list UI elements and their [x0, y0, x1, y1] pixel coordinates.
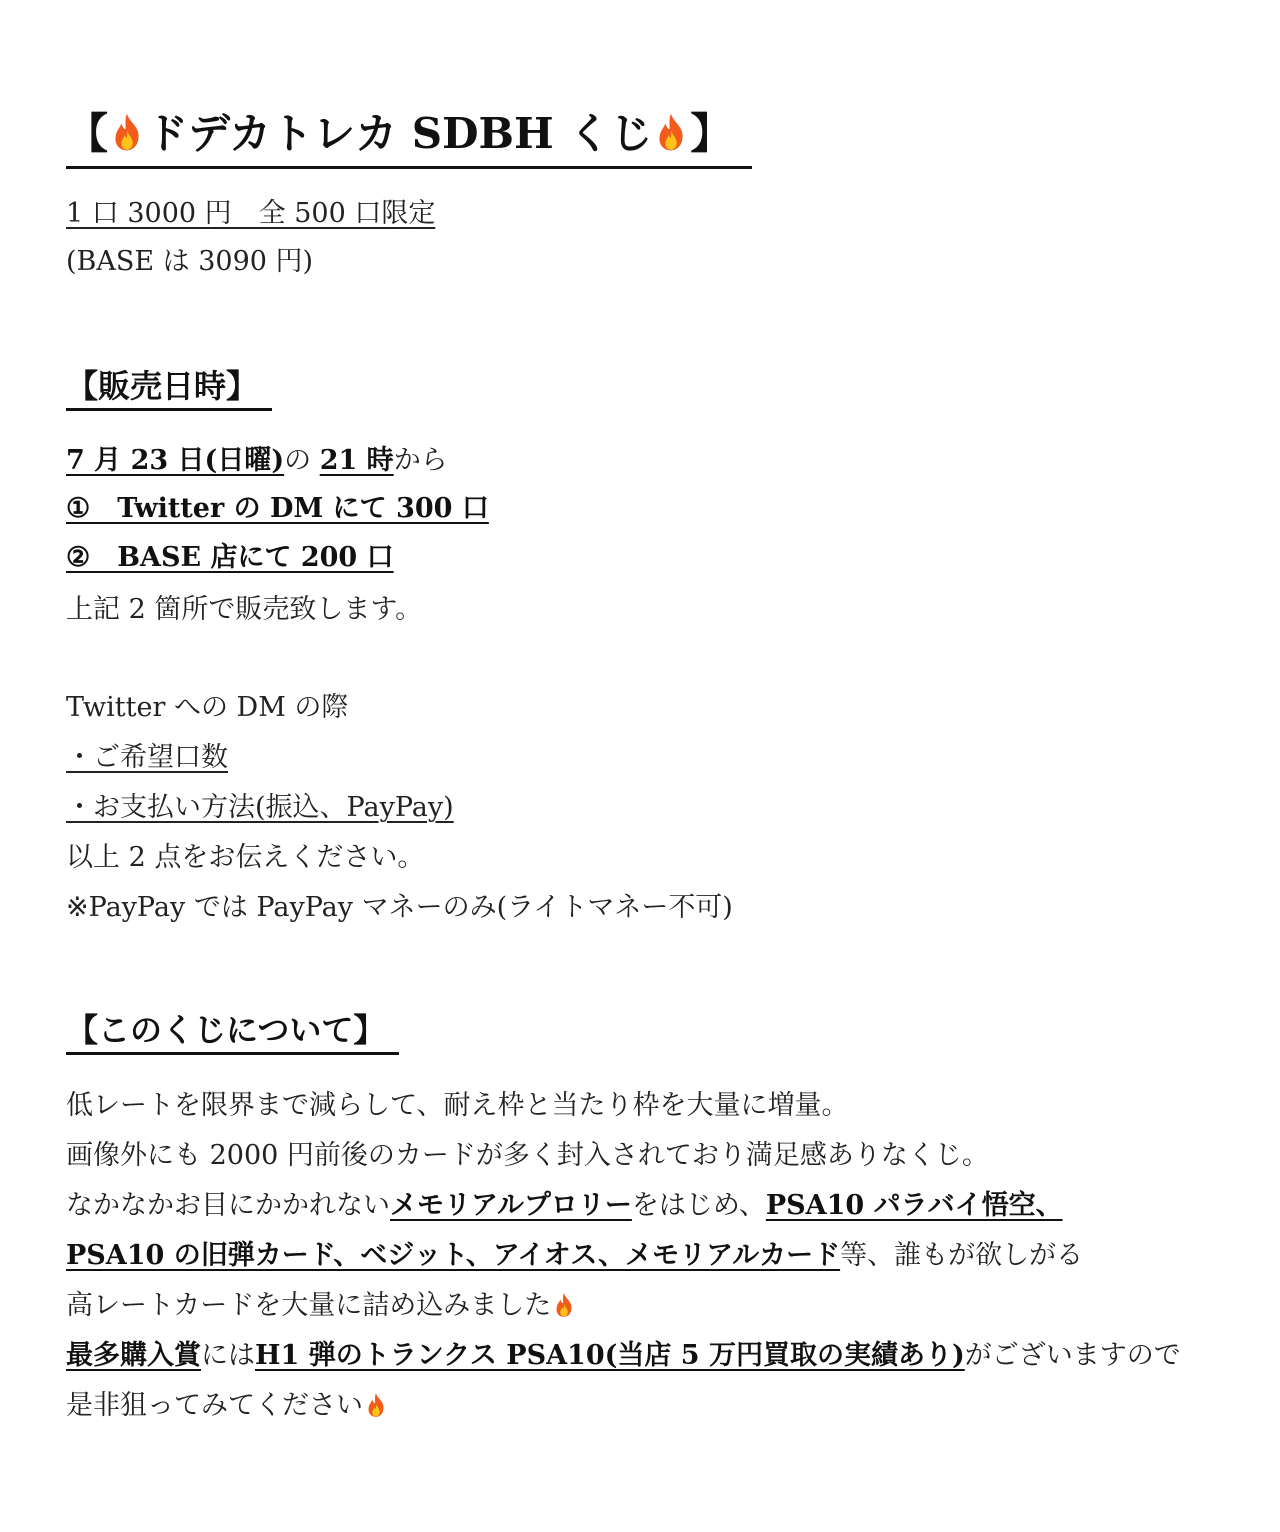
page-title — [66, 106, 752, 169]
about-heading: 【このくじについて】 — [66, 1008, 399, 1055]
top-buyer-prize: 最多購入賞 — [66, 1340, 201, 1371]
about-line-5 — [66, 1288, 577, 1328]
title-text: ドデカトレカ SDBH くじ — [146, 109, 653, 158]
about-line-6 — [66, 1338, 1181, 1374]
paypay-note: ※PayPay では PayPay マネーのみ(ライトマネー不可) — [66, 892, 733, 923]
price-line: 1 口 3000 円 全 500 口限定 — [66, 198, 436, 229]
sale-time: 21 時 — [319, 445, 394, 476]
title-bracket-close: 】 — [690, 109, 733, 158]
sale-note: 上記 2 箇所で販売致します。 — [66, 594, 423, 625]
about-line-7 — [66, 1388, 389, 1428]
about-line-4-b: 等、誰もが欲しがる — [840, 1240, 1084, 1271]
sale-particle: の — [284, 445, 312, 476]
fire-emoji-icon — [365, 1392, 387, 1428]
sale-date: 7 月 23 日(日曜) — [66, 445, 285, 476]
about-line-1: 低レートを限界まで減らして、耐え枠と当たり枠を大量に増量。 — [66, 1090, 849, 1121]
about-line-5-text: 高レートカードを大量に詰め込みました — [66, 1290, 552, 1321]
psa10-goku-highlight: PSA10 パラバイ悟空、 — [765, 1190, 1063, 1221]
dm-intro: Twitter への DM の際 — [66, 692, 349, 723]
about-line-3-c: をはじめ、 — [631, 1190, 766, 1221]
fire-emoji-icon — [553, 1292, 575, 1328]
sale-from: から — [393, 445, 448, 476]
dm-item-quantity: ・ご希望口数 — [66, 742, 228, 773]
fire-emoji-icon — [654, 110, 688, 166]
channel-twitter: ① Twitter の DM にて 300 口 — [66, 493, 489, 524]
about-line-2: 画像外にも 2000 円前後のカードが多く封入されており満足感ありなくじ。 — [66, 1140, 989, 1171]
about-line-6-b: には — [201, 1340, 255, 1371]
dm-item-payment: ・お支払い方法(振込、PayPay) — [66, 792, 454, 823]
channel-base: ② BASE 店にて 200 口 — [66, 542, 394, 573]
sale-datetime-line — [66, 443, 448, 479]
about-line-7-text: 是非狙ってみてください — [66, 1390, 363, 1421]
about-line-4 — [66, 1238, 1083, 1274]
trunks-psa10-highlight: H1 弾のトランクス PSA10(当店 5 万円買取の実績あり) — [255, 1340, 965, 1371]
sale-datetime-heading: 【販売日時】 — [66, 364, 272, 411]
about-line-3-a: なかなかお目にかかれない — [66, 1190, 390, 1221]
psa10-cards-highlight: PSA10 の旧弾カード、ベジット、アイオス、メモリアルカード — [66, 1240, 841, 1271]
fire-emoji-icon — [110, 110, 144, 166]
base-price-line: (BASE は 3090 円) — [66, 246, 314, 277]
about-line-3 — [66, 1188, 1063, 1224]
memorial-promo-highlight: メモリアルプロリー — [390, 1190, 632, 1221]
dm-outro: 以上 2 点をお伝えください。 — [66, 842, 425, 873]
title-bracket-open: 【 — [66, 109, 109, 158]
about-line-6-d: がございますので — [964, 1340, 1181, 1371]
